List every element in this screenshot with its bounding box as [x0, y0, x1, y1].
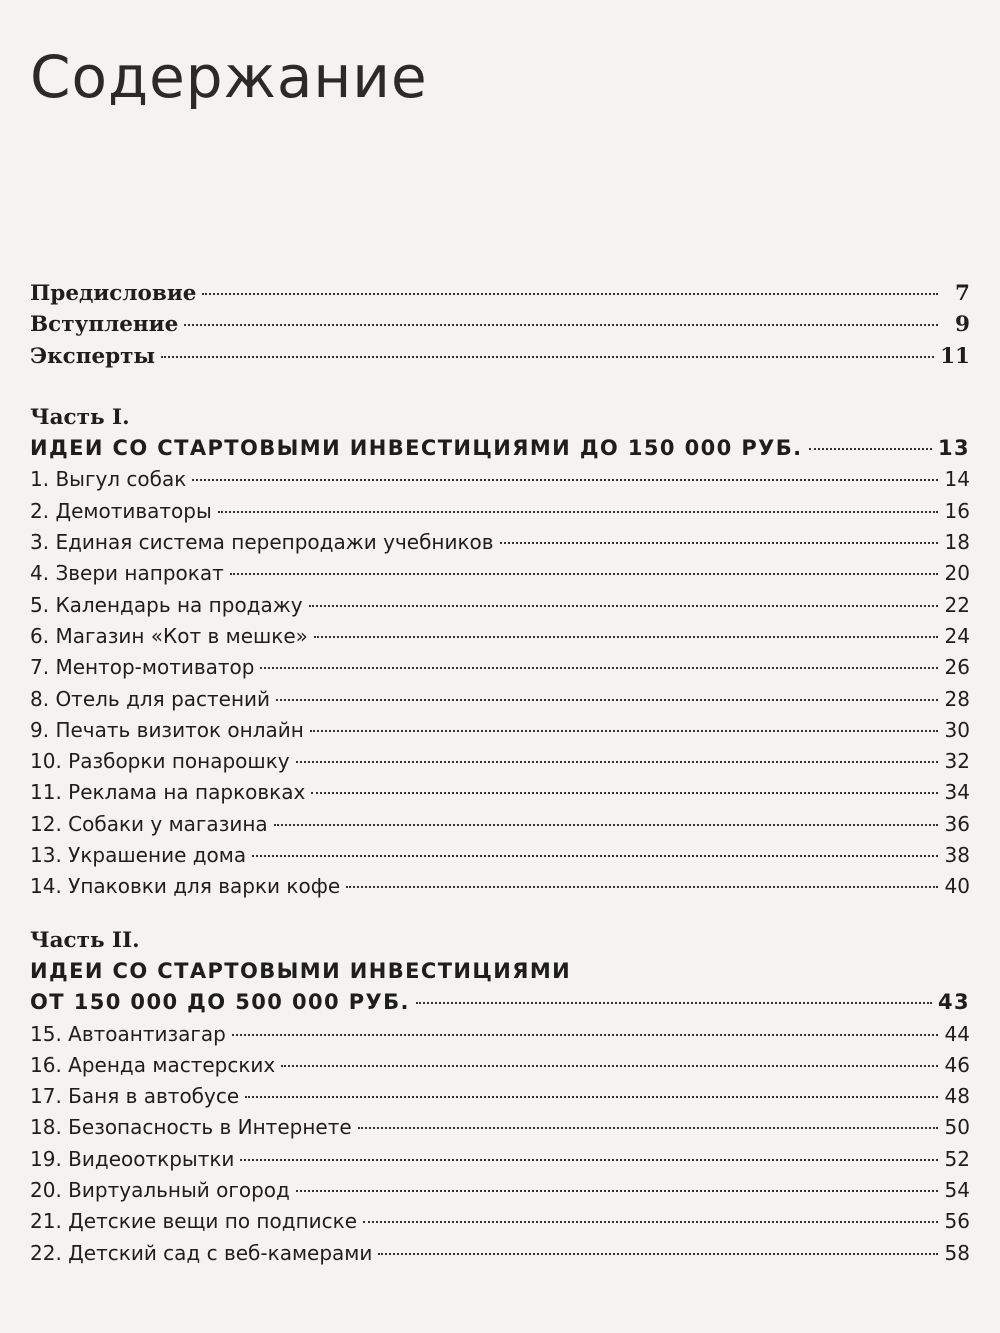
toc-entry	[30, 1175, 970, 1206]
toc-entry	[30, 527, 970, 558]
toc-entry-page: 46	[944, 1052, 970, 1077]
toc-entry	[30, 278, 970, 309]
toc-entry	[30, 746, 970, 777]
dot-leader	[218, 511, 938, 513]
toc-entry-label: 17. Баня в автобусе	[30, 1084, 240, 1109]
dot-leader	[202, 293, 938, 295]
dot-leader	[276, 699, 938, 701]
toc-entry-page: 52	[944, 1146, 970, 1171]
toc-entry-label: Предисловие	[30, 281, 197, 306]
part2-title-line1: ИДЕИ СО СТАРТОВЫМИ ИНВЕСТИЦИЯМИ	[30, 958, 572, 983]
toc-entry-page: 7	[955, 281, 970, 306]
toc-entry	[30, 1019, 970, 1050]
toc-entry-label: 18. Безопасность в Интернете	[30, 1115, 352, 1140]
toc-entry-label: Вступление	[30, 312, 179, 338]
toc-entry-label: 4. Звери напрокат	[30, 561, 224, 586]
dot-leader	[240, 1159, 938, 1161]
toc-entry	[30, 1050, 970, 1081]
toc-entry-page: 44	[944, 1021, 970, 1046]
toc-entry	[30, 684, 970, 715]
toc-entry	[30, 496, 970, 527]
part2-page: 43	[937, 990, 970, 1015]
part1-page: 13	[937, 436, 970, 461]
toc-entry-label: 13. Украшение дома	[30, 843, 247, 868]
part2-title-line2: ОТ 150 000 ДО 500 000 РУБ.	[30, 990, 410, 1015]
toc-entry-page: 58	[944, 1240, 970, 1265]
table-of-contents	[30, 278, 970, 1269]
toc-entry-page: 36	[944, 811, 970, 836]
dot-leader	[500, 542, 938, 544]
part1-title: ИДЕИ СО СТАРТОВЫМИ ИНВЕСТИЦИЯМИ ДО 150 000 РУБ.	[30, 436, 803, 461]
toc-entry	[30, 1206, 970, 1237]
toc-entry-label: 1. Выгул собак	[30, 467, 187, 492]
toc-entry	[30, 341, 970, 372]
dot-leader	[309, 605, 938, 607]
toc-entry-label: Эксперты	[30, 343, 156, 369]
toc-entry	[30, 621, 970, 652]
dot-leader	[363, 1221, 938, 1223]
toc-entry-label: 20. Виртуальный огород	[30, 1178, 290, 1203]
toc-entry	[30, 777, 970, 808]
toc-entry	[30, 715, 970, 746]
dot-leader	[296, 761, 938, 763]
dot-leader	[311, 792, 938, 794]
toc-entry-label: 15. Автоантизагар	[30, 1021, 226, 1046]
dot-leader	[296, 1190, 938, 1192]
toc-entry	[30, 558, 970, 589]
toc-entry-label: 22. Детский сад с веб-камерами	[30, 1240, 373, 1265]
dot-leader	[230, 573, 938, 575]
toc-entry-label: 11. Реклама на парковках	[30, 780, 306, 805]
front-matter	[30, 278, 970, 372]
toc-entry-label: 21. Детские вещи по подписке	[30, 1209, 358, 1234]
dot-leader	[192, 479, 938, 481]
dot-leader	[274, 824, 938, 826]
part1-title-entry	[30, 433, 970, 464]
part2-title-entry	[30, 987, 970, 1018]
toc-entry-page: 34	[944, 780, 970, 805]
dot-leader	[245, 1096, 938, 1098]
toc-entry	[30, 590, 970, 621]
toc-entry-label: 7. Ментор-мотиватор	[30, 655, 255, 680]
toc-entry-page: 22	[944, 592, 970, 617]
toc-entry-page: 11	[940, 343, 970, 369]
dot-leader	[310, 730, 938, 732]
toc-entry-label: 16. Аренда мастерских	[30, 1052, 276, 1077]
toc-entry	[30, 652, 970, 683]
dot-leader	[809, 448, 932, 450]
toc-entry-page: 26	[944, 655, 970, 680]
toc-entry-page: 24	[944, 623, 970, 648]
dot-leader	[358, 1127, 938, 1129]
toc-entry-page: 32	[944, 749, 970, 774]
toc-entry	[30, 1112, 970, 1143]
dot-leader	[281, 1065, 938, 1067]
dot-leader	[161, 356, 934, 358]
toc-entry-label: 8. Отель для растений	[30, 686, 271, 711]
toc-entry-page: 14	[944, 467, 970, 492]
toc-entry-page: 56	[944, 1209, 970, 1234]
toc-entry-label: 14. Упаковки для варки кофе	[30, 874, 341, 899]
toc-entry	[30, 871, 970, 902]
toc-entry-label: 5. Календарь на продажу	[30, 592, 303, 617]
toc-entry-label: 9. Печать визиток онлайн	[30, 717, 304, 742]
dot-leader	[378, 1253, 938, 1255]
toc-entry	[30, 1144, 970, 1175]
toc-entry	[30, 1238, 970, 1269]
toc-entry-page: 54	[944, 1178, 970, 1203]
part2-items	[30, 1019, 970, 1269]
toc-entry	[30, 840, 970, 871]
part1-items	[30, 464, 970, 902]
dot-leader	[232, 1034, 938, 1036]
toc-entry-label: 10. Разборки понарошку	[30, 749, 290, 774]
toc-entry-page: 28	[944, 686, 970, 711]
toc-entry	[30, 809, 970, 840]
toc-entry-page: 30	[944, 717, 970, 742]
toc-entry-label: 12. Собаки у магазина	[30, 811, 268, 836]
page-title: Содержание	[30, 43, 428, 111]
toc-entry	[30, 1081, 970, 1112]
toc-entry-page: 50	[944, 1115, 970, 1140]
dot-leader	[346, 886, 938, 888]
toc-entry-page: 48	[944, 1084, 970, 1109]
toc-entry-label: 2. Демотиваторы	[30, 498, 212, 523]
dot-leader	[314, 636, 938, 638]
part1-heading: Часть I.	[30, 404, 130, 430]
toc-entry-page: 9	[955, 312, 970, 338]
toc-entry-page: 38	[944, 843, 970, 868]
dot-leader	[416, 1002, 932, 1004]
dot-leader	[252, 855, 938, 857]
toc-entry-label: 3. Единая система перепродажи учебников	[30, 530, 494, 555]
toc-entry-page: 16	[944, 498, 970, 523]
toc-entry-page: 18	[944, 530, 970, 555]
part2-heading: Часть II.	[30, 927, 140, 953]
toc-entry-page: 20	[944, 561, 970, 586]
toc-entry	[30, 464, 970, 495]
dot-leader	[260, 667, 938, 669]
toc-entry-label: 6. Магазин «Кот в мешке»	[30, 623, 308, 648]
toc-entry-page: 40	[944, 874, 970, 899]
toc-entry	[30, 309, 970, 340]
dot-leader	[184, 324, 938, 326]
toc-entry-label: 19. Видеооткрытки	[30, 1146, 235, 1171]
